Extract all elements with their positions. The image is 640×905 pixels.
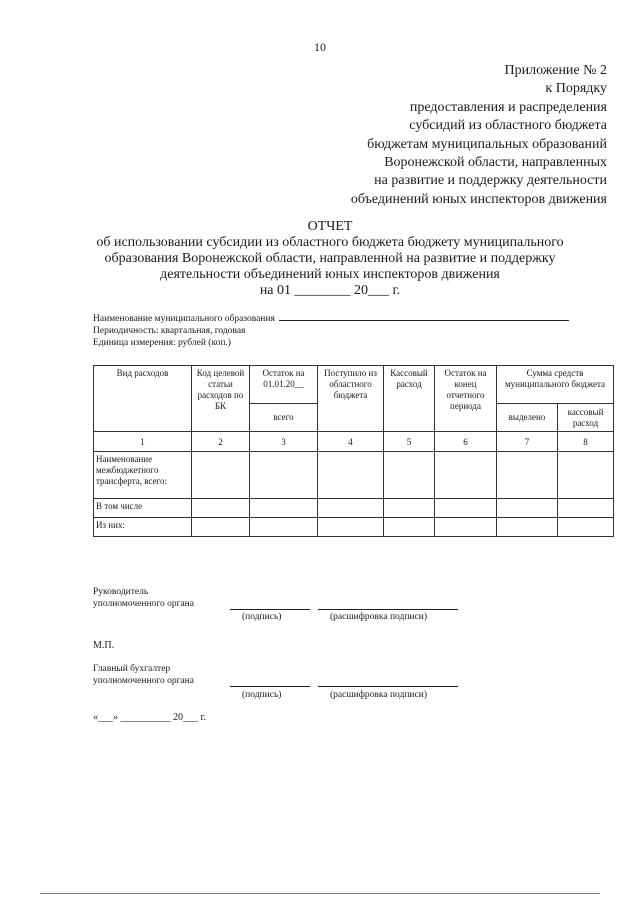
municipality-fill-line	[279, 312, 569, 321]
column-number: 1	[94, 432, 192, 452]
table-row	[94, 499, 614, 518]
table-cell	[250, 499, 318, 518]
table-row	[94, 452, 614, 499]
municipality-label: Наименование муниципального образования	[93, 314, 275, 324]
report-title	[60, 219, 600, 299]
header-received: Поступило из областного бюджета	[318, 366, 384, 432]
head-label: уполномоченного органа	[93, 599, 194, 609]
appendix-line: субсидий из областного бюджета	[409, 118, 607, 134]
table-cell	[558, 452, 614, 499]
column-number: 7	[497, 432, 558, 452]
periodicity: Периодичность: квартальная, годовая	[93, 326, 246, 336]
head-signature-line	[230, 608, 310, 610]
header-municipal-cash-expense: кассовый расход	[558, 404, 614, 432]
table-cell	[192, 499, 250, 518]
table-cell	[384, 518, 435, 537]
accountant-label: Главный бухгалтер	[93, 664, 171, 674]
accountant-decoding-caption: (расшифровка подписи)	[330, 690, 427, 700]
table-cell	[318, 452, 384, 499]
table-cell	[192, 518, 250, 537]
appendix-line: Воронежской области, направленных	[384, 155, 607, 171]
table-cell	[384, 452, 435, 499]
column-number: 3	[250, 432, 318, 452]
table-cell	[497, 518, 558, 537]
report-table	[93, 365, 614, 537]
page-number: 10	[314, 40, 326, 54]
report-meta	[93, 312, 569, 349]
column-number: 5	[384, 432, 435, 452]
header-allocated: выделено	[497, 404, 558, 432]
report-title-line: об использовании субсидии из областного бюджета бюджету муниципального	[96, 235, 564, 250]
table-cell	[250, 452, 318, 499]
report-heading: ОТЧЕТ	[307, 219, 353, 234]
stamp-place: М.П.	[93, 640, 115, 651]
municipality-row	[93, 312, 569, 325]
column-number: 2	[192, 432, 250, 452]
appendix-line: к Порядку	[545, 81, 607, 97]
column-number: 6	[435, 432, 497, 452]
table-cell	[435, 518, 497, 537]
appendix-line: на развитие и поддержку деятельности	[374, 173, 607, 189]
row-label: Наименование межбюджетного трансферта, всего:	[94, 452, 192, 499]
accountant-label: уполномоченного органа	[93, 676, 194, 686]
table-row	[94, 518, 614, 537]
column-number: 8	[558, 432, 614, 452]
appendix-line: предоставления и распределения	[409, 99, 607, 115]
table-cell	[384, 499, 435, 518]
column-number: 4	[318, 432, 384, 452]
column-numbers-row	[94, 432, 614, 452]
table-cell	[497, 499, 558, 518]
header-expense-type: Вид расходов	[94, 366, 192, 432]
appendix-header	[277, 62, 607, 209]
header-balance-start: Остаток на 01.01.20__	[250, 366, 318, 404]
appendix-line: бюджетам муниципальных образований	[367, 136, 607, 152]
header-cash-expense: Кассовый расход	[384, 366, 435, 432]
accountant-signature-line	[230, 685, 310, 687]
table-cell	[192, 452, 250, 499]
header-balance-end: Остаток на конец отчетного периода	[435, 366, 497, 432]
report-title-line: образования Воронежской области, направленной на развитие и поддержку	[104, 251, 556, 266]
head-signature-block	[93, 586, 194, 610]
table-cell	[435, 452, 497, 499]
appendix-line: объединений юных инспекторов движения	[350, 191, 607, 207]
unit-of-measure: Единица измерения: рублей (коп.)	[93, 338, 231, 348]
row-label: Из них:	[94, 518, 192, 537]
table-cell	[318, 518, 384, 537]
report-title-line: деятельности объединений юных инспекторов движения	[160, 267, 500, 282]
table-cell	[497, 452, 558, 499]
header-total: всего	[250, 404, 318, 432]
table-cell	[558, 499, 614, 518]
head-decoding-line	[318, 608, 458, 610]
table-cell	[250, 518, 318, 537]
row-label: В том числе	[94, 499, 192, 518]
accountant-signature-block	[93, 663, 194, 687]
signature-date: «___» __________ 20___ г.	[93, 712, 206, 723]
table-cell	[558, 518, 614, 537]
accountant-signature-caption: (подпись)	[242, 690, 282, 700]
header-municipal-funds: Сумма средств муниципального бюджета	[497, 366, 614, 404]
scan-edge-line	[40, 893, 600, 894]
accountant-decoding-line	[318, 685, 458, 687]
head-label: Руководитель	[93, 587, 149, 597]
table-cell	[318, 499, 384, 518]
table-cell	[435, 499, 497, 518]
head-signature-caption: (подпись)	[242, 612, 282, 622]
head-decoding-caption: (расшифровка подписи)	[330, 612, 427, 622]
report-date-line: на 01 ________ 20___ г.	[259, 283, 401, 298]
header-budget-code: Код целевой статьи расходов по БК	[192, 366, 250, 432]
appendix-line: Приложение № 2	[504, 63, 607, 78]
